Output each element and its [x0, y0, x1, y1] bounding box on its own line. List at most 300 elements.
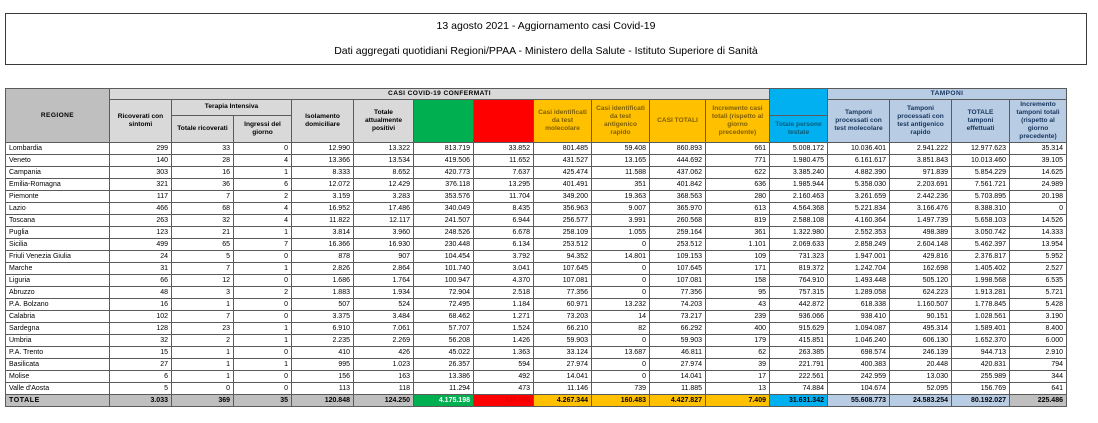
- table-cell-value: 0: [592, 359, 650, 371]
- table-cell-value: 280: [706, 191, 770, 203]
- table-cell-value: 1: [172, 347, 234, 359]
- table-cell-value: 33.852: [474, 143, 534, 155]
- table-cell-value: 66.210: [534, 323, 592, 335]
- table-cell-value: 66.292: [650, 323, 706, 335]
- table-cell-value: 0: [234, 383, 292, 395]
- table-row: [6, 311, 1067, 323]
- table-cell-value: 248.526: [414, 227, 474, 239]
- table-cell-value: 771: [706, 155, 770, 167]
- table-cell-value: 2.442.236: [890, 191, 952, 203]
- table-cell-value: 3.792: [474, 251, 534, 263]
- table-cell-value: 27.974: [534, 359, 592, 371]
- table-cell-value: 878: [292, 251, 354, 263]
- table-cell-value: 12: [172, 275, 234, 287]
- table-cell-value: 8.652: [354, 167, 414, 179]
- table-cell-value: 0: [592, 239, 650, 251]
- report-title-date: 13 agosto 2021 - Aggiornamento casi Covid-19: [436, 20, 656, 32]
- table-row: [6, 143, 1067, 155]
- table-cell-value: 473: [474, 383, 534, 395]
- table-cell-value: 3.050.742: [952, 227, 1010, 239]
- table-cell-value: 32: [110, 335, 172, 347]
- table-cell-value: 39.105: [1010, 155, 1067, 167]
- report-title-box: [5, 13, 1087, 65]
- table-cell-value: 401.491: [534, 179, 592, 191]
- table-cell-value: 915.629: [770, 323, 828, 335]
- table-cell-value: 6: [234, 179, 292, 191]
- table-cell-value: 1.055: [592, 227, 650, 239]
- table-cell-value: 0: [234, 371, 292, 383]
- table-cell-region: Liguria: [6, 275, 110, 287]
- table-cell-value: 140: [110, 155, 172, 167]
- table-cell-value: 400.383: [828, 359, 890, 371]
- table-cell-value: 2.826: [292, 263, 354, 275]
- table-row: [6, 323, 1067, 335]
- table-cell-value: 641: [1010, 383, 1067, 395]
- table-cell-value: 1.046.240: [828, 335, 890, 347]
- totals-cell-value: 24.583.254: [890, 395, 952, 407]
- th-incremento-tamponi-totali: Incremento tamponi totali (rispetto al giorno precedente): [1010, 100, 1067, 143]
- table-cell-value: 113: [292, 383, 354, 395]
- table-cell-value: 16.930: [354, 239, 414, 251]
- totals-cell-value: 7.409: [706, 395, 770, 407]
- table-cell-value: 739: [592, 383, 650, 395]
- table-cell-value: 498.389: [890, 227, 952, 239]
- totals-cell-value: 4.175.198: [414, 395, 474, 407]
- table-cell-value: 59.903: [534, 335, 592, 347]
- table-cell-value: 431.527: [534, 155, 592, 167]
- table-cell-value: 73.203: [534, 311, 592, 323]
- table-cell-value: 6: [110, 371, 172, 383]
- table-cell-value: 7: [234, 239, 292, 251]
- th-group-casi-confermati: CASI COVID-19 CONFERMATI: [110, 89, 770, 100]
- table-row: [6, 251, 1067, 263]
- table-cell-value: 1.980.475: [770, 155, 828, 167]
- table-cell-region: P.A. Trento: [6, 347, 110, 359]
- table-cell-value: 90.151: [890, 311, 952, 323]
- table-cell-value: 57.707: [414, 323, 474, 335]
- table-cell-region: Lombardia: [6, 143, 110, 155]
- totals-cell-value: 369: [172, 395, 234, 407]
- table-cell-value: 594: [474, 359, 534, 371]
- th-regione: REGIONE: [6, 89, 110, 143]
- table-cell-value: 622: [706, 167, 770, 179]
- table-cell-value: 3.484: [354, 311, 414, 323]
- totals-cell-value: 124.250: [354, 395, 414, 407]
- table-cell-value: 353.576: [414, 191, 474, 203]
- table-cell-value: 6.000: [1010, 335, 1067, 347]
- table-cell-value: 3.851.843: [890, 155, 952, 167]
- table-cell-value: 13.386: [414, 371, 474, 383]
- table-cell-value: 5.221.834: [828, 203, 890, 215]
- table-cell-value: 340.049: [414, 203, 474, 215]
- table-cell-value: 349.200: [534, 191, 592, 203]
- th-incremento-casi-totali: Incremento casi totali (rispetto al giorno precedente): [706, 100, 770, 143]
- table-cell-value: 0: [592, 287, 650, 299]
- table-cell-value: 5.462.397: [952, 239, 1010, 251]
- table-cell-value: 5.428: [1010, 299, 1067, 311]
- table-cell-value: 74.884: [770, 383, 828, 395]
- th-isolamento-domiciliare: Isolamento domiciliare: [292, 100, 354, 143]
- totals-cell-value: 3.033: [110, 395, 172, 407]
- table-cell-value: 16.366: [292, 239, 354, 251]
- table-cell-value: 618.338: [828, 299, 890, 311]
- table-cell-value: 12.072: [292, 179, 354, 191]
- table-cell-value: 1.778.845: [952, 299, 1010, 311]
- th-casi-test-antigenico: Casi identificati da test antigenico rapido: [592, 100, 650, 143]
- table-row: [6, 335, 1067, 347]
- table-cell-value: 52.095: [890, 383, 952, 395]
- totals-cell-value: 4.427.827: [650, 395, 706, 407]
- table-cell-value: 321: [110, 179, 172, 191]
- table-cell-value: 0: [234, 275, 292, 287]
- table-cell-value: 466: [110, 203, 172, 215]
- table-cell-value: 5.358.030: [828, 179, 890, 191]
- table-cell-value: 944.713: [952, 347, 1010, 359]
- table-cell-region: Emilia-Romagna: [6, 179, 110, 191]
- table-cell-value: 2.376.817: [952, 251, 1010, 263]
- table-cell-value: 13.954: [1010, 239, 1067, 251]
- table-cell-value: 68: [172, 203, 234, 215]
- table-cell-value: 2.203.691: [890, 179, 952, 191]
- table-row: [6, 203, 1067, 215]
- table-cell-value: 14.526: [1010, 215, 1067, 227]
- table-cell-value: 242.959: [828, 371, 890, 383]
- table-row: [6, 191, 1067, 203]
- table-cell-value: 104.454: [414, 251, 474, 263]
- table-cell-value: 1: [234, 359, 292, 371]
- table-cell-value: 13.322: [354, 143, 414, 155]
- table-cell-value: 1: [172, 299, 234, 311]
- table-cell-value: 259.164: [650, 227, 706, 239]
- totals-cell-value: 35: [234, 395, 292, 407]
- table-cell-value: 102: [110, 311, 172, 323]
- table-cell-value: 163: [354, 371, 414, 383]
- table-cell-value: 12.990: [292, 143, 354, 155]
- table-cell-value: 1.289.058: [828, 287, 890, 299]
- table-cell-value: 230.448: [414, 239, 474, 251]
- table-cell-value: 7: [172, 311, 234, 323]
- table-cell-value: 3.159: [292, 191, 354, 203]
- table-cell-value: 35.314: [1010, 143, 1067, 155]
- table-cell-value: 107.645: [534, 263, 592, 275]
- table-cell-value: 0: [592, 275, 650, 287]
- table-row: [6, 347, 1067, 359]
- table-cell-value: 24.989: [1010, 179, 1067, 191]
- header-group-row: [6, 89, 1067, 100]
- table-cell-value: 12.429: [354, 179, 414, 191]
- table-cell-value: 1.934: [354, 287, 414, 299]
- table-cell-value: 420.773: [414, 167, 474, 179]
- table-cell-value: 344: [1010, 371, 1067, 383]
- table-cell-value: 253.512: [534, 239, 592, 251]
- table-cell-value: 39: [706, 359, 770, 371]
- table-cell-value: 45.022: [414, 347, 474, 359]
- table-cell-value: 507: [292, 299, 354, 311]
- table-cell-value: 613: [706, 203, 770, 215]
- table-cell-value: 156.769: [952, 383, 1010, 395]
- table-cell-value: 2.069.633: [770, 239, 828, 251]
- table-cell-value: 764.910: [770, 275, 828, 287]
- table-row: [6, 167, 1067, 179]
- th-ingressi-del-giorno: Ingressi del giorno: [234, 115, 292, 142]
- table-cell-value: 1.589.401: [952, 323, 1010, 335]
- table-cell-value: 23: [172, 323, 234, 335]
- table-cell-value: 3.283: [354, 191, 414, 203]
- table-cell-value: 5.658.103: [952, 215, 1010, 227]
- table-cell-value: 1.652.370: [952, 335, 1010, 347]
- table-row: [6, 371, 1067, 383]
- table-cell-value: 117: [110, 191, 172, 203]
- table-cell-region: P.A. Bolzano: [6, 299, 110, 311]
- th-group-terapia-intensiva: Terapia Intensiva: [172, 100, 292, 116]
- th-totale-persone-testate: Totale persone testate: [770, 115, 828, 142]
- table-cell-value: 1.160.507: [890, 299, 952, 311]
- table-cell-value: 698.574: [828, 347, 890, 359]
- table-cell-value: 7.637: [474, 167, 534, 179]
- table-cell-value: 1: [172, 359, 234, 371]
- table-cell-value: 107.081: [650, 275, 706, 287]
- table-cell-value: 21: [172, 227, 234, 239]
- table-cell-value: 56.208: [414, 335, 474, 347]
- table-cell-value: 1: [234, 323, 292, 335]
- table-cell-value: 442.872: [770, 299, 828, 311]
- table-cell-value: 14.333: [1010, 227, 1067, 239]
- th-totale-ricoverati: Totale ricoverati: [172, 115, 234, 142]
- table-cell-value: 1.524: [474, 323, 534, 335]
- table-cell-value: 13.366: [292, 155, 354, 167]
- table-cell-value: 5.854.229: [952, 167, 1010, 179]
- table-cell-value: 46.811: [650, 347, 706, 359]
- th-tamponi-molecolare: Tamponi processati con test molecolare: [828, 100, 890, 143]
- table-cell-value: 11.704: [474, 191, 534, 203]
- table-cell-value: 8.388.310: [952, 203, 1010, 215]
- table-cell-value: 936.066: [770, 311, 828, 323]
- table-cell-value: 1: [234, 227, 292, 239]
- table-cell-value: 860.893: [650, 143, 706, 155]
- table-row: [6, 155, 1067, 167]
- table-cell-value: 14: [592, 311, 650, 323]
- table-row: [6, 215, 1067, 227]
- table-cell-value: 239: [706, 311, 770, 323]
- table-cell-value: 10.036.401: [828, 143, 890, 155]
- header-subgroup-row: [6, 100, 1067, 116]
- table-totals-row: [6, 395, 1067, 407]
- table-cell-value: 60.971: [534, 299, 592, 311]
- table-cell-value: 351: [592, 179, 650, 191]
- table-cell-value: 241.507: [414, 215, 474, 227]
- table-cell-region: Abruzzo: [6, 287, 110, 299]
- table-cell-value: 72.495: [414, 299, 474, 311]
- table-cell-value: 492: [474, 371, 534, 383]
- table-cell-value: 938.410: [828, 311, 890, 323]
- table-cell-value: 59.903: [650, 335, 706, 347]
- totals-cell-value: 80.192.027: [952, 395, 1010, 407]
- table-cell-value: 361: [706, 227, 770, 239]
- table-cell-value: 27: [110, 359, 172, 371]
- table-cell-value: 4.564.368: [770, 203, 828, 215]
- table-row: [6, 239, 1067, 251]
- table-cell-value: 419.506: [414, 155, 474, 167]
- table-cell-value: 0: [234, 299, 292, 311]
- table-cell-value: 1.985.944: [770, 179, 828, 191]
- table-cell-value: 1.271: [474, 311, 534, 323]
- table-cell-value: 4.370: [474, 275, 534, 287]
- table-cell-value: 123: [110, 227, 172, 239]
- table-cell-value: 757.315: [770, 287, 828, 299]
- table-cell-value: 1.094.087: [828, 323, 890, 335]
- table-cell-value: 1.322.980: [770, 227, 828, 239]
- table-body: [6, 143, 1067, 407]
- table-cell-value: 426: [354, 347, 414, 359]
- table-cell-value: 1.023: [354, 359, 414, 371]
- table-cell-value: 17.486: [354, 203, 414, 215]
- th-group-tamponi: TAMPONI: [828, 89, 1067, 100]
- table-cell-value: 1.028.561: [952, 311, 1010, 323]
- table-cell-value: 2: [234, 287, 292, 299]
- table-cell-value: 16.952: [292, 203, 354, 215]
- table-cell-value: 1.426: [474, 335, 534, 347]
- table-cell-value: 6.161.617: [828, 155, 890, 167]
- table-cell-region: Puglia: [6, 227, 110, 239]
- table-cell-value: 14.625: [1010, 167, 1067, 179]
- table-cell-value: 1.497.739: [890, 215, 952, 227]
- table-cell-value: 2.858.249: [828, 239, 890, 251]
- table-cell-value: 222.561: [770, 371, 828, 383]
- totals-cell-value: 160.483: [592, 395, 650, 407]
- table-cell-region: Valle d'Aosta: [6, 383, 110, 395]
- table-cell-region: Lazio: [6, 203, 110, 215]
- table-cell-region: Basilicata: [6, 359, 110, 371]
- table-cell-value: 0: [1010, 203, 1067, 215]
- table-cell-value: 907: [354, 251, 414, 263]
- table-cell-value: 16: [110, 299, 172, 311]
- table-cell-value: 971.839: [890, 167, 952, 179]
- table-cell-value: 0: [234, 251, 292, 263]
- table-cell-value: 107.645: [650, 263, 706, 275]
- table-cell-value: 13.295: [474, 179, 534, 191]
- table-cell-value: 444.692: [650, 155, 706, 167]
- table-cell-value: 819: [706, 215, 770, 227]
- table-cell-value: 24: [110, 251, 172, 263]
- table-cell-value: 4: [234, 155, 292, 167]
- table-cell-value: 3.814: [292, 227, 354, 239]
- table-cell-value: 162.698: [890, 263, 952, 275]
- table-cell-value: 1.405.402: [952, 263, 1010, 275]
- table-cell-value: 12.977.623: [952, 143, 1010, 155]
- th-ricoverati-con-sintomi: Ricoverati con sintomi: [110, 100, 172, 143]
- table-cell-value: 524: [354, 299, 414, 311]
- table-cell-value: 8.400: [1010, 323, 1067, 335]
- table-cell-value: 6.535: [1010, 275, 1067, 287]
- table-cell-value: 258.109: [534, 227, 592, 239]
- table-cell-value: 5: [172, 251, 234, 263]
- table-cell-region: Veneto: [6, 155, 110, 167]
- table-cell-value: 109.153: [650, 251, 706, 263]
- table-cell-value: 8.435: [474, 203, 534, 215]
- th-dimessi-guariti: DIMESSI GUARITI: [414, 100, 474, 143]
- table-cell-value: 77.356: [650, 287, 706, 299]
- table-cell-value: 94.352: [534, 251, 592, 263]
- table-cell-value: 0: [234, 347, 292, 359]
- table-cell-value: 3.375: [292, 311, 354, 323]
- table-cell-value: 636: [706, 179, 770, 191]
- table-cell-value: 26.357: [414, 359, 474, 371]
- table-cell-value: 109: [706, 251, 770, 263]
- table-cell-value: 77.356: [534, 287, 592, 299]
- table-cell-value: 20.448: [890, 359, 952, 371]
- totals-cell-value: 120.848: [292, 395, 354, 407]
- table-cell-value: 2: [234, 191, 292, 203]
- table-cell-value: 15: [110, 347, 172, 359]
- table-cell-value: 2.235: [292, 335, 354, 347]
- table-cell-value: 661: [706, 143, 770, 155]
- table-cell-value: 0: [172, 383, 234, 395]
- table-row: [6, 383, 1067, 395]
- table-cell-value: 1.764: [354, 275, 414, 287]
- table-cell-value: 606.130: [890, 335, 952, 347]
- table-cell-value: 3.166.476: [890, 203, 952, 215]
- table-cell-value: 2.552.353: [828, 227, 890, 239]
- table-cell-value: 437.062: [650, 167, 706, 179]
- table-cell-value: 33.124: [534, 347, 592, 359]
- table-cell-value: 101.740: [414, 263, 474, 275]
- table-cell-value: 425.474: [534, 167, 592, 179]
- table-cell-value: 13.687: [592, 347, 650, 359]
- table-cell-value: 255.989: [952, 371, 1010, 383]
- table-cell-region: Campania: [6, 167, 110, 179]
- table-cell-value: 1.686: [292, 275, 354, 287]
- totals-cell-value: 225.486: [1010, 395, 1067, 407]
- table-cell-value: 499: [110, 239, 172, 251]
- table-cell-value: 1.242.704: [828, 263, 890, 275]
- table-cell-region: Molise: [6, 371, 110, 383]
- table-cell-value: 376.118: [414, 179, 474, 191]
- table-cell-value: 12.117: [354, 215, 414, 227]
- table-cell-value: 16: [172, 167, 234, 179]
- table-cell-value: 4: [234, 215, 292, 227]
- table-cell-value: 400: [706, 323, 770, 335]
- table-cell-value: 2.604.148: [890, 239, 952, 251]
- table-cell-value: 100.947: [414, 275, 474, 287]
- table-cell-value: 6.678: [474, 227, 534, 239]
- table-cell-value: 158: [706, 275, 770, 287]
- table-cell-value: 36: [172, 179, 234, 191]
- table-cell-value: 1.493.448: [828, 275, 890, 287]
- table-cell-region: Calabria: [6, 311, 110, 323]
- table-cell-value: 14.041: [534, 371, 592, 383]
- th-tamponi-antigenico: Tamponi processati con test antigenico rapido: [890, 100, 952, 143]
- table-cell-value: 253.512: [650, 239, 706, 251]
- table-cell-value: 2.910: [1010, 347, 1067, 359]
- table-cell-value: 27.974: [650, 359, 706, 371]
- table-cell-value: 13.534: [354, 155, 414, 167]
- table-cell-value: 410: [292, 347, 354, 359]
- table-cell-value: 66: [110, 275, 172, 287]
- table-cell-value: 33: [172, 143, 234, 155]
- totals-cell-value: 128.379: [474, 395, 534, 407]
- table-cell-value: 5.952: [1010, 251, 1067, 263]
- table-cell-region: Sardegna: [6, 323, 110, 335]
- table-cell-value: 4.160.364: [828, 215, 890, 227]
- table-cell-value: 11.294: [414, 383, 474, 395]
- table-cell-value: 28: [172, 155, 234, 167]
- table-cell-value: 420.831: [952, 359, 1010, 371]
- totals-cell-value: 55.608.773: [828, 395, 890, 407]
- table-cell-value: 299: [110, 143, 172, 155]
- table-cell-value: 1.101: [706, 239, 770, 251]
- table-cell-value: 794: [1010, 359, 1067, 371]
- table-cell-value: 6.910: [292, 323, 354, 335]
